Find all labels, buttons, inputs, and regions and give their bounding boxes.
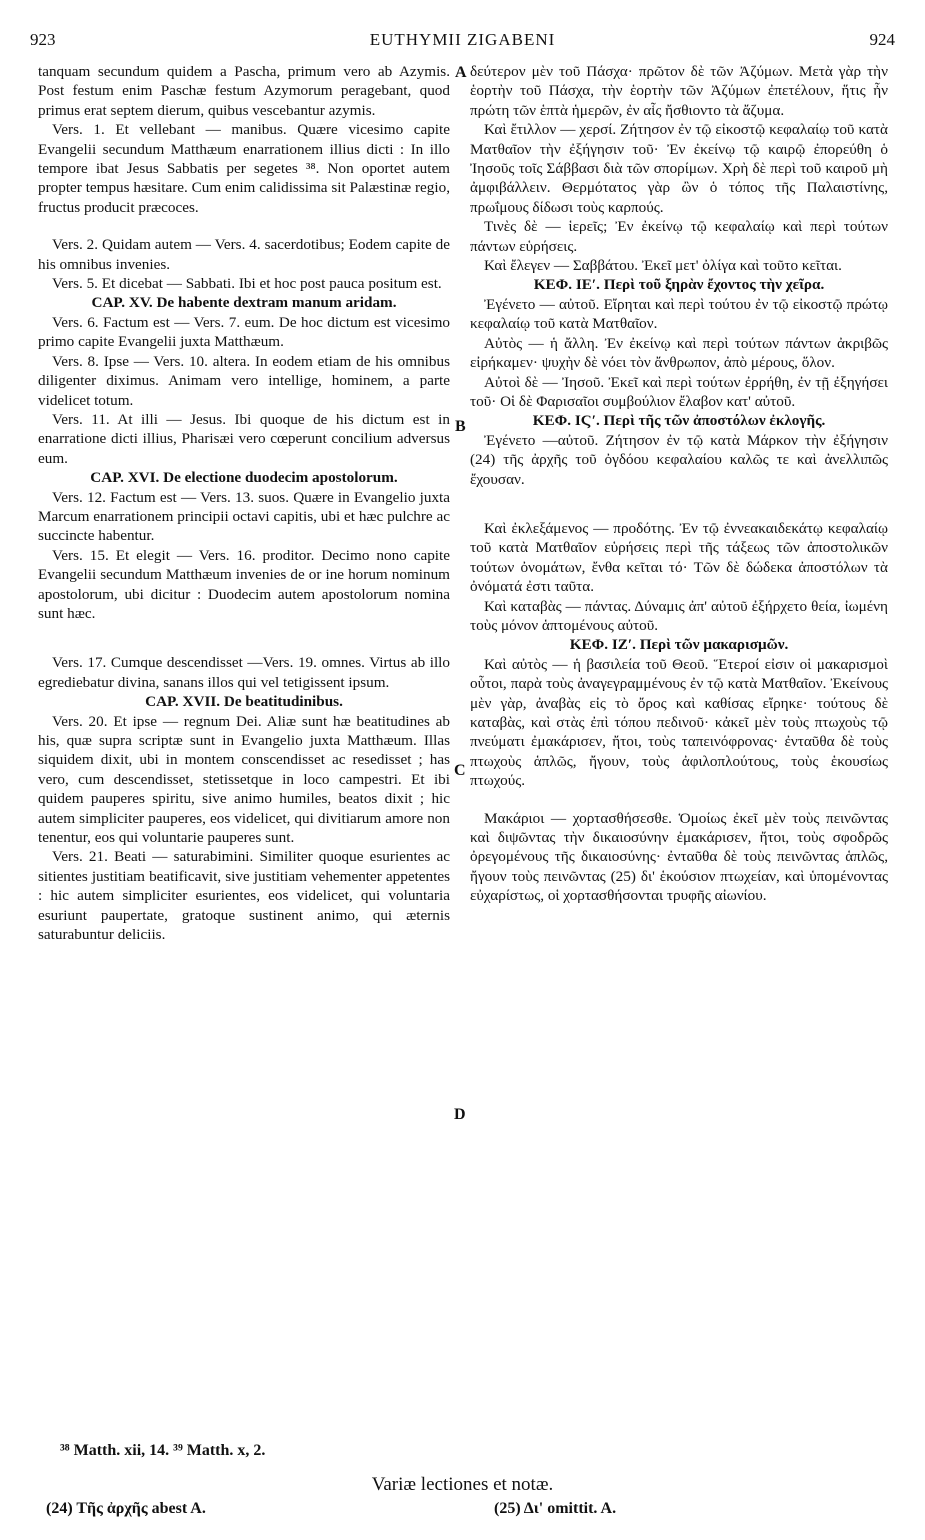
page-title: EUTHYMII ZIGABENI	[369, 30, 556, 49]
footnotes: ³⁸ Matth. xii, 14. ³⁹ Matth. x, 2.	[60, 1442, 266, 1459]
margin-letter-a: A	[455, 64, 467, 81]
greek-paragraph: Ἐγένετο — αὐτοῦ. Εἴρηται καὶ περὶ τούτου ἐν τῷ εἰκοστῷ πρώτῳ κεφαλαίῳ τοῦ κατὰ Ματθαῖον.	[470, 295, 888, 333]
greek-paragraph: Αὐτὸς — ἡ ἄλλη. Ἐν ἐκείνῳ καὶ περὶ τούτων πάντων ἀκριβῶς εἰρήκαμεν· ψυχὴν δὲ νόει τὸν ἄνθρωπον, ἀπὸ μέρους, ὅλον.	[470, 334, 888, 372]
greek-spacer	[470, 791, 888, 809]
page-number-right: 924	[869, 30, 895, 49]
greek-paragraph: Καὶ αὐτὸς — ἡ βασιλεία τοῦ Θεοῦ. Ἕτεροί εἰσιν οἱ μακαρισμοὶ οὗτοι, παρὰ τοὺς ἀναγεγραμμένους ἐν τῷ κατὰ Ματθαῖον. Ἐκείνους μὲν γὰρ, ἀναβὰς εἰς τὸ ὄρος καὶ καθίσας εἴρηκε· τούτους δὲ καταβὰς, καὶ στὰς ἐπὶ τόπου πεδινοῦ· κἀκεῖ μὲν τοὺς πτωχοὺς τῷ πνεύματι ἐμακάρισεν, ἤτοι, τοὺς ταπεινόφρονας· ἐνταῦθα δὲ τοὺς πτωχοὺς ἁπλῶς, ἤγουν, τοὺς ἀφιλοπλούτους, τοὺς ἑκουσίως πτωχούς.	[470, 655, 888, 790]
latin-paragraph: Vers. 17. Cumque descendisset —Vers. 19. omnes. Virtus ab illo egrediebatur divina, sanans illos qui vel tetigissent ipsum.	[38, 654, 450, 691]
margin-letter-c: C	[454, 762, 466, 779]
page-number-left: 923	[30, 30, 56, 49]
latin-chapter-heading: CAP. XVII. De beatitudinibus.	[145, 693, 343, 711]
greek-paragraph: Καὶ καταβὰς — πάντας. Δύναμις ἀπ' αὐτοῦ ἐξήρχετο θεία, ἰωμένη τοὺς μόνον ἁπτομένους αὐτοῦ.	[470, 597, 888, 634]
latin-spacer	[38, 217, 450, 235]
margin-letter-b: B	[455, 418, 466, 435]
latin-column	[38, 62, 450, 944]
greek-paragraph: Αὐτοὶ δὲ — Ἰησοῦ. Ἐκεῖ καὶ περὶ τούτων ἐρρήθη, ἐν τῇ ἐξηγήσει τοῦ· Οἱ δὲ Φαρισαῖοι συμβούλιον ἔλαβον κατ' αὐτοῦ.	[470, 373, 888, 410]
running-header	[30, 30, 895, 54]
greek-paragraph: Μακάριοι — χορτασθήσεσθε. Ὁμοίως ἐκεῖ μὲν τοὺς πεινῶντας καὶ διψῶντας τὴν δικαιοσύνην ἐμακάρισεν, ἤτοι, τοὺς σφοδρῶς ὀρεγομένους τῆς δικαιοσύνης· ἐνταῦθα δὲ τοὺς πεινῶντας ἁπλῶς, ἤγουν τοὺς πεινῶντας (25) δι' ἑκούσιον πτωχείαν, καὶ ὑπομένοντας εὐχαρίστως, οἱ χορτασθήσονται τρυφῆς αἰωνίου.	[470, 809, 888, 905]
variant-note-24: (24) Τῆς ἀρχῆς abest A.	[46, 1500, 206, 1517]
margin-letter-d: D	[454, 1106, 466, 1123]
latin-paragraph: Vers. 2. Quidam autem — Vers. 4. sacerdotibus; Eodem capite de his omnibus invenies.	[38, 236, 450, 273]
greek-chapter-heading: ΚΕΦ. ΙΖʹ. Περὶ τῶν μακαρισμῶν.	[569, 636, 789, 654]
variant-note-25: (25) Δι' omittit. A.	[494, 1500, 617, 1517]
greek-paragraph: Ἐγένετο —αὐτοῦ. Ζήτησον ἐν τῷ κατὰ Μάρκον τὴν ἐξήγησιν (24) τῆς ἀρχῆς τοῦ ὀγδόου κεφαλαίου καλῶς τε καὶ ἀνελλιπῶς ἔχουσαν.	[470, 431, 888, 488]
greek-paragraph: Καὶ ἐκλεξάμενος — προδότης. Ἐν τῷ ἐννεακαιδεκάτῳ κεφαλαίῳ τοῦ κατὰ Ματθαῖον εὑρήσεις περὶ τῆς τάξεως τῶν ἀποστολικῶν τούτων ὀνομάτων, ἔνθα κεῖται τό· Τῶν δὲ δώδεκα ἀποστόλων τὰ ὀνόματά ἐστι ταῦτα.	[470, 519, 888, 596]
latin-chapter-heading: CAP. XV. De habente dextram manum aridam.	[91, 294, 397, 312]
latin-spacer	[38, 623, 450, 653]
latin-paragraph: Vers. 6. Factum est — Vers. 7. eum. De hoc dictum est vicesimo primo capite Evangelii juxta Matthæum.	[38, 313, 450, 351]
greek-column	[470, 62, 888, 906]
latin-paragraph: Vers. 8. Ipse — Vers. 10. altera. In eodem etiam de his omnibus diligenter diximus. Animam vero intellige, hominem, a parte videlicet totum.	[38, 352, 450, 409]
greek-chapter-heading: ΚΕΦ. ΙΕʹ. Περὶ τοῦ ξηρὰν ἔχοντος τὴν χεῖρα.	[533, 276, 825, 294]
latin-paragraph: Vers. 12. Factum est — Vers. 13. suos. Quære in Evangelio juxta Marcum enarrationem principii octavi capitis, ubi et hæc pulchre ac succincte habentur.	[38, 488, 450, 545]
latin-paragraph: Vers. 21. Beati — saturabimini. Similiter quoque esurientes ac sitientes justitiam beatificavit, sive justitiam vehementer appetentes : hic autem simpliciter esurientes, eos videlicet, qui voluntaria esuriunt paupertate, gratoque sustinent animo, qui æternis saturabuntur deliciis.	[38, 848, 450, 944]
greek-paragraph: δεύτερον μὲν τοῦ Πάσχα· πρῶτον δὲ τῶν Ἀζύμων. Μετὰ γὰρ τὴν ἑορτὴν τοῦ Πάσχα, τὴν ἑορτὴν τῶν Ἀζύμων ἐπετέλουν, ἥτις ἦν πρώτη τῶν ἑπτὰ ἡμερῶν, ἐν αἷς ἤσθιοντο τὰ ἄζυμα.	[470, 63, 888, 119]
variae-lectiones-title: Variæ lectiones et notæ.	[371, 1474, 554, 1495]
greek-paragraph: Καὶ ἔλεγεν — Σαββάτου. Ἐκεῖ μετ' ὀλίγα καὶ τοῦτο κεῖται.	[484, 257, 842, 275]
latin-paragraph: Vers. 5. Et dicebat — Sabbati. Ibi et hoc post pauca positum est.	[52, 275, 442, 293]
latin-chapter-heading: CAP. XVI. De electione duodecim apostolorum.	[90, 469, 398, 487]
greek-spacer	[470, 489, 888, 519]
latin-paragraph: Vers. 15. Et elegit — Vers. 16. proditor. Decimo nono capite Evangelii secundum Matthæum invenies de or ine horum nominum apostolorum, ubi dicitur : Duodecim autem apostolorum nomina sunt hæc.	[38, 546, 450, 622]
latin-paragraph: tanquam secundum quidem a Pascha, primum vero ab Azymis. Post festum enim Paschæ festum Azymorum peragebant, quod primus erat septem dierum, quibus vescebantur azymis.	[38, 63, 450, 119]
latin-paragraph: Vers. 11. At illi — Jesus. Ibi quoque de his dictum est in enarratione dicti illius, Pharisæi vero cœperunt concilium adversus eum.	[38, 410, 450, 467]
latin-paragraph: Vers. 1. Et vellebant — manibus. Quære vicesimo capite Evangelii secundum Matthæum enarrationem illius dicti : In illo tempore ibat Jesus Sabbatis per segetes ³⁸. Non oportet autem propter tempus hæsitare. Cum enim calidissima sit Palæstinæ regio, fructus producit præcoces.	[38, 121, 450, 216]
latin-paragraph: Vers. 20. Et ipse — regnum Dei. Aliæ sunt hæ beatitudines ab his, quæ supra scriptæ sunt in Evangelio juxta Matthæum. Illas siquidem dixit, ubi in montem conscendisset ac resedisset ; has vero, cum descendisset, stetissetque in loco campestri. Et ibi quidem pauperes spiritu, sive animo humiles, beatos dixit ; hic autem simpliciter pauperes, eos videlicet, qui divitiarum amore non tenentur, eos qui voluntarie pauperes sunt.	[38, 712, 450, 847]
greek-chapter-heading: ΚΕΦ. ΙϚʹ. Περὶ τῆς τῶν ἀποστόλων ἐκλογῆς.	[532, 412, 826, 430]
greek-paragraph: Καὶ ἔτιλλον — χερσί. Ζήτησον ἐν τῷ εἰκοστῷ κεφαλαίῳ τοῦ κατὰ Ματθαῖον τὴν ἐξήγησιν τοῦ· Ἐν ἐκείνῳ τῷ καιρῷ ἐπορεύθη ὁ Ἰησοῦς τοῖς Σάββασι διὰ τῶν σπορίμων. Χρὴ δὲ περὶ τοῦ καιροῦ μὴ ἀμφιβάλλειν. Θερμότατος γὰρ ὢν ὁ τόπος τῆς Παλαιστίνης, πρωΐμους δίδωσι τοὺς καρπούς.	[470, 121, 888, 216]
greek-paragraph: Τινὲς δὲ — ἱερεῖς; Ἐν ἐκείνῳ τῷ κεφαλαίῳ καὶ περὶ τούτων πάντων εὑρήσεις.	[470, 218, 888, 255]
